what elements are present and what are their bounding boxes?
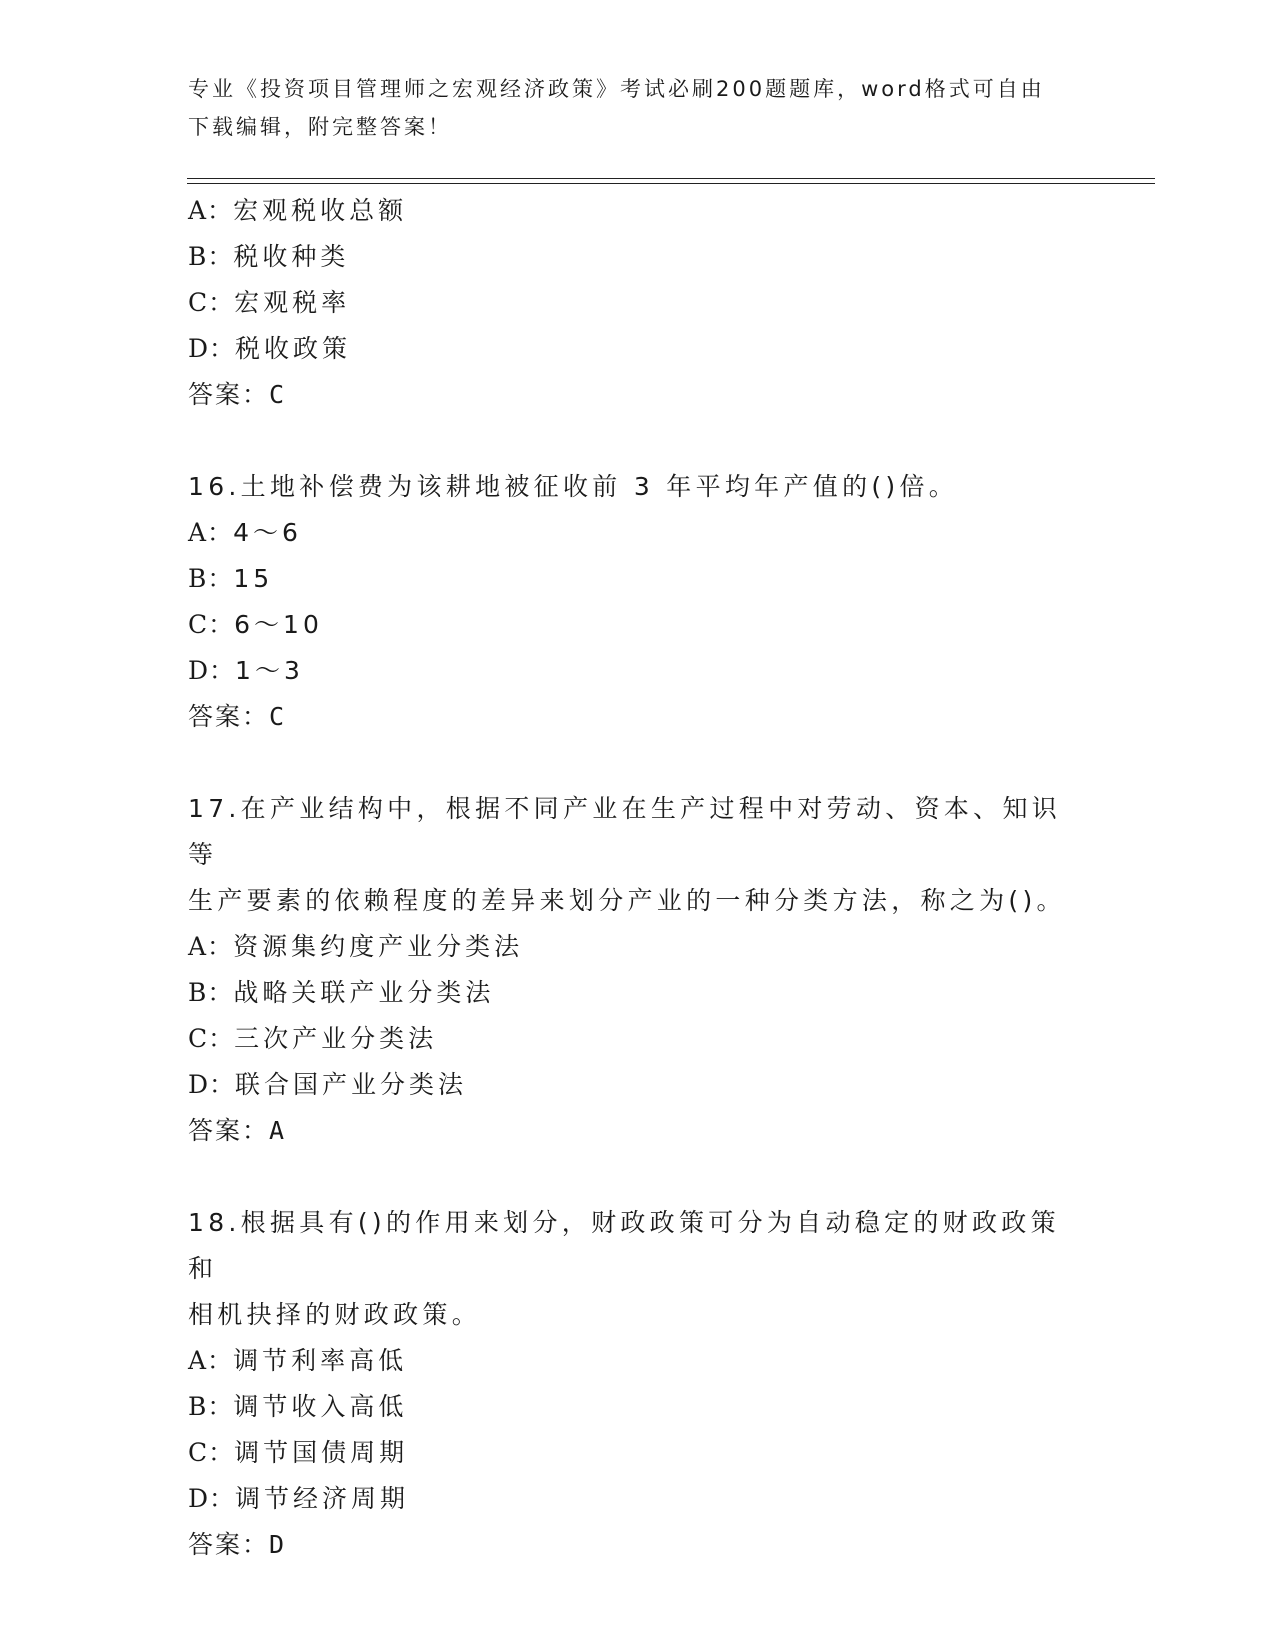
option-text: 15 bbox=[233, 564, 274, 593]
header-divider-bottom bbox=[187, 183, 1155, 184]
question-line: 土地补偿费为该耕地被征收前 3 年平均年产值的()倍。 bbox=[240, 472, 959, 501]
option-letter: A： bbox=[188, 196, 234, 225]
answer-label: 答案： bbox=[188, 1116, 270, 1145]
option-letter: D： bbox=[188, 1484, 236, 1513]
option-text: 调节收入高低 bbox=[233, 1392, 408, 1421]
answer-line bbox=[188, 1108, 1088, 1154]
answer-value: A bbox=[269, 1116, 287, 1145]
option-d bbox=[188, 648, 1088, 694]
option-a bbox=[188, 924, 1088, 970]
answer-value: D bbox=[269, 1530, 287, 1559]
question-text bbox=[188, 464, 1078, 510]
option-letter: D： bbox=[188, 334, 236, 363]
option-text: 三次产业分类法 bbox=[234, 1024, 438, 1053]
question-block-17 bbox=[188, 786, 1088, 1154]
option-letter: C： bbox=[188, 1438, 235, 1467]
option-a bbox=[188, 188, 1088, 234]
option-text: 宏观税率 bbox=[234, 288, 351, 317]
question-number: 18. bbox=[188, 1208, 241, 1237]
question-line-2: 生产要素的依赖程度的差异来划分产业的一种分类方法，称之为()。 bbox=[188, 886, 1066, 915]
option-text: 4～6 bbox=[233, 518, 302, 547]
document-header bbox=[188, 70, 1088, 146]
answer-label: 答案： bbox=[188, 702, 270, 731]
option-text: 6～10 bbox=[234, 610, 323, 639]
option-letter: B： bbox=[188, 1392, 234, 1421]
question-text bbox=[188, 1200, 1078, 1338]
header-divider-top bbox=[187, 178, 1155, 179]
option-letter: A： bbox=[188, 518, 234, 547]
option-c bbox=[188, 1016, 1088, 1062]
option-c bbox=[188, 280, 1088, 326]
question-number: 17. bbox=[188, 794, 241, 823]
option-letter: C： bbox=[188, 288, 235, 317]
option-letter: A： bbox=[188, 932, 234, 961]
question-number: 16. bbox=[188, 472, 241, 501]
document-body bbox=[188, 188, 1088, 1568]
option-a bbox=[188, 1338, 1088, 1384]
option-b bbox=[188, 234, 1088, 280]
question-line-1 bbox=[188, 1200, 1078, 1292]
option-d bbox=[188, 326, 1088, 372]
option-text: 调节国债周期 bbox=[234, 1438, 409, 1467]
option-b bbox=[188, 970, 1088, 1016]
option-text: 战略关联产业分类法 bbox=[233, 978, 495, 1007]
question-block-18 bbox=[188, 1200, 1088, 1568]
answer-value: C bbox=[269, 702, 287, 731]
option-b bbox=[188, 1384, 1088, 1430]
answer-line bbox=[188, 372, 1088, 418]
question-line-2: 相机抉择的财政政策。 bbox=[188, 1300, 482, 1329]
option-letter: B： bbox=[188, 978, 234, 1007]
option-text: 税收种类 bbox=[233, 242, 350, 271]
option-text: 1～3 bbox=[235, 656, 304, 685]
option-letter: C： bbox=[188, 1024, 235, 1053]
question-block-15 bbox=[188, 188, 1088, 418]
answer-value: C bbox=[269, 380, 287, 409]
option-letter: C： bbox=[188, 610, 235, 639]
option-letter: B： bbox=[188, 242, 234, 271]
answer-line bbox=[188, 694, 1088, 740]
question-text bbox=[188, 786, 1078, 924]
question-line: 在产业结构中，根据不同产业在生产过程中对劳动、资本、知识等 bbox=[188, 794, 1062, 869]
option-letter: B： bbox=[188, 564, 234, 593]
option-text: 宏观税收总额 bbox=[233, 196, 408, 225]
option-c bbox=[188, 602, 1088, 648]
header-line-1: 专业《投资项目管理师之宏观经济政策》考试必刷200题题库，word格式可自由 bbox=[188, 77, 1045, 101]
question-line-1 bbox=[188, 786, 1078, 878]
option-text: 调节经济周期 bbox=[235, 1484, 410, 1513]
answer-line bbox=[188, 1522, 1088, 1568]
option-c bbox=[188, 1430, 1088, 1476]
option-a bbox=[188, 510, 1088, 556]
question-line: 根据具有()的作用来划分，财政政策可分为自动稳定的财政政策和 bbox=[188, 1208, 1060, 1283]
option-d bbox=[188, 1062, 1088, 1108]
option-letter: D： bbox=[188, 656, 236, 685]
answer-label: 答案： bbox=[188, 380, 270, 409]
option-text: 资源集约度产业分类法 bbox=[233, 932, 524, 961]
option-text: 税收政策 bbox=[235, 334, 352, 363]
header-line-2: 下载编辑，附完整答案！ bbox=[188, 115, 452, 139]
option-letter: A： bbox=[188, 1346, 234, 1375]
option-b bbox=[188, 556, 1088, 602]
option-text: 联合国产业分类法 bbox=[235, 1070, 468, 1099]
question-block-16 bbox=[188, 464, 1088, 740]
answer-label: 答案： bbox=[188, 1530, 270, 1559]
option-letter: D： bbox=[188, 1070, 236, 1099]
option-text: 调节利率高低 bbox=[233, 1346, 408, 1375]
option-d bbox=[188, 1476, 1088, 1522]
